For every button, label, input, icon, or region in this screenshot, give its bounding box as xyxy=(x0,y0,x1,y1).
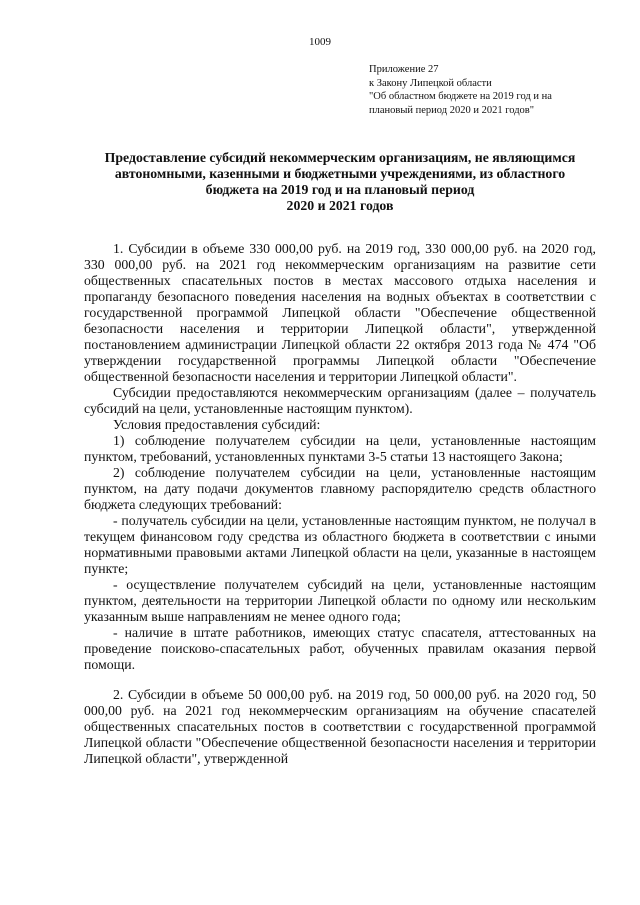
appendix-line: к Закону Липецкой области xyxy=(369,77,492,89)
document-title xyxy=(84,150,596,214)
paragraph: Субсидии предоставляются некоммерческим организациям (далее – получатель субсидий на цели, установленные настоящим пунктом). xyxy=(84,385,596,416)
document-body xyxy=(84,241,596,767)
appendix-line: Приложение 27 xyxy=(369,64,439,75)
paragraph: - получатель субсидии на цели, установленные настоящим пунктом, не получал в текущем финансовом году средства из областного бюджета в соответствии с иными нормативными правовыми актами Липецкой области на цели, указанные в настоящем пункте; xyxy=(84,513,596,576)
appendix-line: "Об областном бюджете на 2019 год и на xyxy=(369,91,552,102)
title-line: бюджета на 2019 год и на плановый период xyxy=(205,182,475,197)
title-line: автономными, казенными и бюджетными учреждениями, из областного xyxy=(114,166,566,181)
title-line: 2020 и 2021 годов xyxy=(286,198,394,213)
paragraph: Условия предоставления субсидий: xyxy=(113,417,321,432)
page-number: 1009 xyxy=(309,36,331,48)
paragraph: - наличие в штате работников, имеющих статус спасателя, аттестованных на проведение поисково-спасательных работ, обученных правилам оказания первой помощи. xyxy=(84,625,596,672)
paragraph-section-1: 1. Субсидии в объеме 330 000,00 руб. на 2019 год, 330 000,00 руб. на 2020 год, 330 000,00 руб. на 2021 год некоммерческим организациям на развитие сети общественных спасательных постов в местах массового отдыха населения и пропаганду безопасного поведения населения на водных объектах в соответствии с государственной программой Липецкой области "Обеспечение общественной безопасности населения и территории Липецкой области", утвержденной постановлением администрации Липецкой области 22 октября 2013 года № 474 "Об утверждении государственной программы Липецкой области "Обеспечение общественной безопасности населения и территории Липецкой области". xyxy=(84,241,596,384)
appendix-note xyxy=(369,63,599,117)
paragraph-section-2: 2. Субсидии в объеме 50 000,00 руб. на 2019 год, 50 000,00 руб. на 2020 год, 50 000,00 руб. на 2021 год некоммерческим организациям на обучение спасателей общественных спасательных постов в соответствии с государственной программой Липецкой области "Обеспечение общественной безопасности населения и территории Липецкой области", утвержденной xyxy=(84,687,596,766)
paragraph: 2) соблюдение получателем субсидии на цели, установленные настоящим пунктом, на дату подачи документов главному распорядителю средств областного бюджета следующих требований: xyxy=(84,465,596,512)
appendix-line: плановый период 2020 и 2021 годов" xyxy=(369,104,535,116)
title-line: Предоставление субсидий некоммерческим организациям, не являющимся xyxy=(104,150,576,165)
paragraph: - осуществление получателем субсидий на цели, установленные настоящим пунктом, деятельности на территории Липецкой области по одному или нескольким указанным выше направлениям не менее одного года; xyxy=(84,577,596,624)
paragraph: 1) соблюдение получателем субсидии на цели, установленные настоящим пунктом, требований, установленных пунктами 3-5 статьи 13 настоящего Закона; xyxy=(84,433,596,464)
